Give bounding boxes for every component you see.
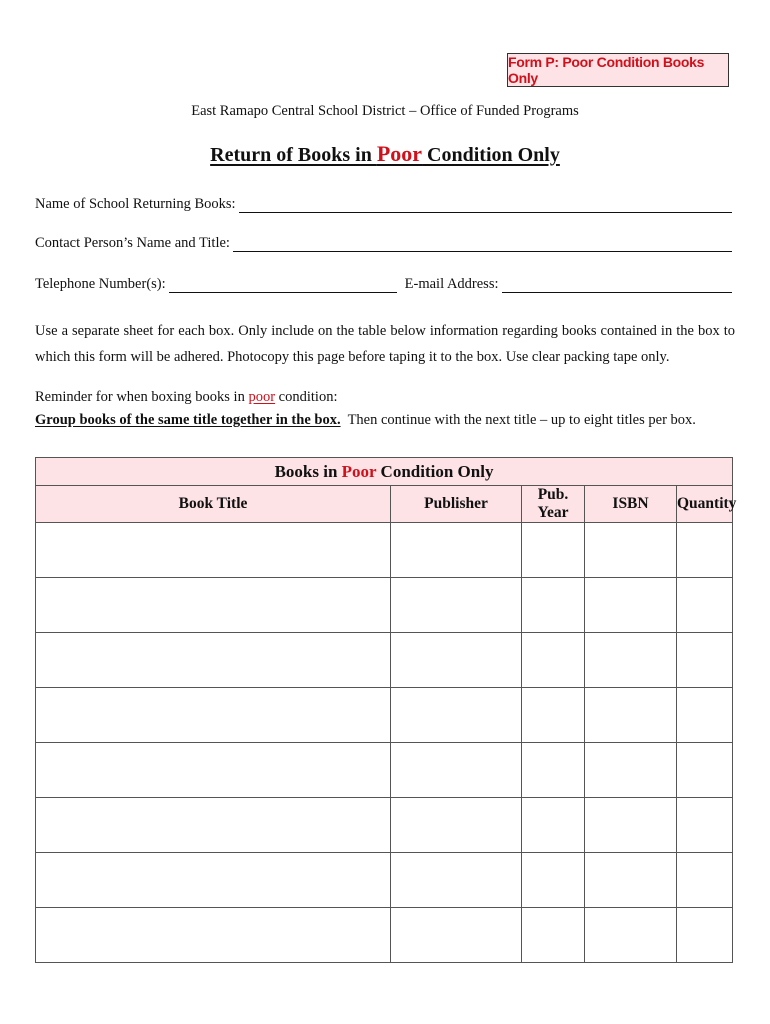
reminder-after: condition: bbox=[275, 389, 338, 405]
column-header-pub-year: Pub. Year bbox=[522, 486, 585, 523]
table-row bbox=[36, 523, 733, 578]
table-row bbox=[36, 578, 733, 633]
email-label: E-mail Address: bbox=[404, 276, 499, 292]
table-row bbox=[36, 688, 733, 743]
quantity-cell[interactable] bbox=[677, 743, 733, 798]
isbn-cell[interactable] bbox=[585, 633, 677, 688]
isbn-cell[interactable] bbox=[585, 853, 677, 908]
table-row bbox=[36, 633, 733, 688]
book-title-cell[interactable] bbox=[36, 633, 391, 688]
column-header-publisher: Publisher bbox=[391, 486, 522, 523]
reminder-rest: Then continue with the next title – up to eight titles per box. bbox=[340, 412, 696, 428]
table-caption bbox=[36, 458, 733, 486]
book-title-cell[interactable] bbox=[36, 908, 391, 963]
title-highlight: Poor bbox=[376, 141, 423, 166]
publisher-cell[interactable] bbox=[391, 853, 522, 908]
table-row bbox=[36, 853, 733, 908]
school-name-field[interactable] bbox=[35, 196, 732, 213]
column-header-isbn: ISBN bbox=[585, 486, 677, 523]
caption-after: Condition Only bbox=[376, 461, 494, 481]
reminder-before: Reminder for when boxing books in bbox=[35, 389, 249, 405]
isbn-cell[interactable] bbox=[585, 523, 677, 578]
publisher-cell[interactable] bbox=[391, 798, 522, 853]
telephone-line[interactable] bbox=[169, 278, 397, 293]
pub-year-cell[interactable] bbox=[522, 633, 585, 688]
contact-person-label: Contact Person’s Name and Title: bbox=[35, 235, 230, 251]
isbn-cell[interactable] bbox=[585, 578, 677, 633]
book-title-cell[interactable] bbox=[36, 853, 391, 908]
caption-highlight: Poor bbox=[341, 461, 377, 481]
school-name-line[interactable] bbox=[239, 198, 732, 213]
pub-year-cell[interactable] bbox=[522, 853, 585, 908]
publisher-cell[interactable] bbox=[391, 578, 522, 633]
telephone-email-row bbox=[35, 276, 732, 293]
isbn-cell[interactable] bbox=[585, 743, 677, 798]
pub-year-cell[interactable] bbox=[522, 908, 585, 963]
quantity-cell[interactable] bbox=[677, 633, 733, 688]
title-after: Condition Only bbox=[422, 144, 560, 166]
pub-year-cell[interactable] bbox=[522, 523, 585, 578]
district-heading: East Ramapo Central School District – Office of Funded Programs bbox=[191, 103, 579, 119]
books-table bbox=[35, 457, 737, 963]
page-title bbox=[0, 141, 770, 167]
book-title-cell[interactable] bbox=[36, 688, 391, 743]
form-label-badge bbox=[507, 53, 729, 87]
publisher-cell[interactable] bbox=[391, 523, 522, 578]
quantity-cell[interactable] bbox=[677, 688, 733, 743]
book-title-cell[interactable] bbox=[36, 798, 391, 853]
book-title-cell[interactable] bbox=[36, 578, 391, 633]
contact-person-field[interactable] bbox=[35, 235, 732, 252]
column-header-book-title: Book Title bbox=[36, 486, 391, 523]
table-row bbox=[36, 908, 733, 963]
reminder-line-2 bbox=[35, 407, 735, 433]
publisher-cell[interactable] bbox=[391, 688, 522, 743]
telephone-label: Telephone Number(s): bbox=[35, 276, 166, 292]
quantity-cell[interactable] bbox=[677, 908, 733, 963]
book-title-cell[interactable] bbox=[36, 523, 391, 578]
contact-person-line[interactable] bbox=[233, 237, 732, 252]
school-name-label: Name of School Returning Books: bbox=[35, 196, 236, 212]
table-body bbox=[36, 523, 733, 963]
publisher-cell[interactable] bbox=[391, 743, 522, 798]
reminder-highlight: poor bbox=[248, 389, 276, 405]
reminder-bold-text: Group books of the same title together in the box. bbox=[35, 412, 341, 428]
isbn-cell[interactable] bbox=[585, 688, 677, 743]
caption-before: Books in bbox=[274, 461, 342, 481]
column-header-quantity: Quantity bbox=[677, 486, 733, 523]
instructions-paragraph: Use a separate sheet for each box. Only include on the table below information regarding books contained in the box to which this form will be adhered. Photocopy this page before taping it to the box. Use clear packing tape only. bbox=[35, 323, 735, 365]
quantity-cell[interactable] bbox=[677, 523, 733, 578]
table-row bbox=[36, 798, 733, 853]
quantity-cell[interactable] bbox=[677, 798, 733, 853]
reminder-block bbox=[35, 384, 735, 433]
email-line[interactable] bbox=[502, 278, 733, 293]
book-title-cell[interactable] bbox=[36, 743, 391, 798]
publisher-cell[interactable] bbox=[391, 633, 522, 688]
pub-year-cell[interactable] bbox=[522, 798, 585, 853]
pub-year-cell[interactable] bbox=[522, 688, 585, 743]
form-label-text: Form P: Poor Condition Books Only bbox=[508, 54, 705, 86]
isbn-cell[interactable] bbox=[585, 798, 677, 853]
title-before: Return of Books in bbox=[210, 144, 377, 166]
quantity-cell[interactable] bbox=[677, 578, 733, 633]
publisher-cell[interactable] bbox=[391, 908, 522, 963]
quantity-cell[interactable] bbox=[677, 853, 733, 908]
pub-year-cell[interactable] bbox=[522, 743, 585, 798]
pub-year-cell[interactable] bbox=[522, 578, 585, 633]
isbn-cell[interactable] bbox=[585, 908, 677, 963]
table-row bbox=[36, 743, 733, 798]
